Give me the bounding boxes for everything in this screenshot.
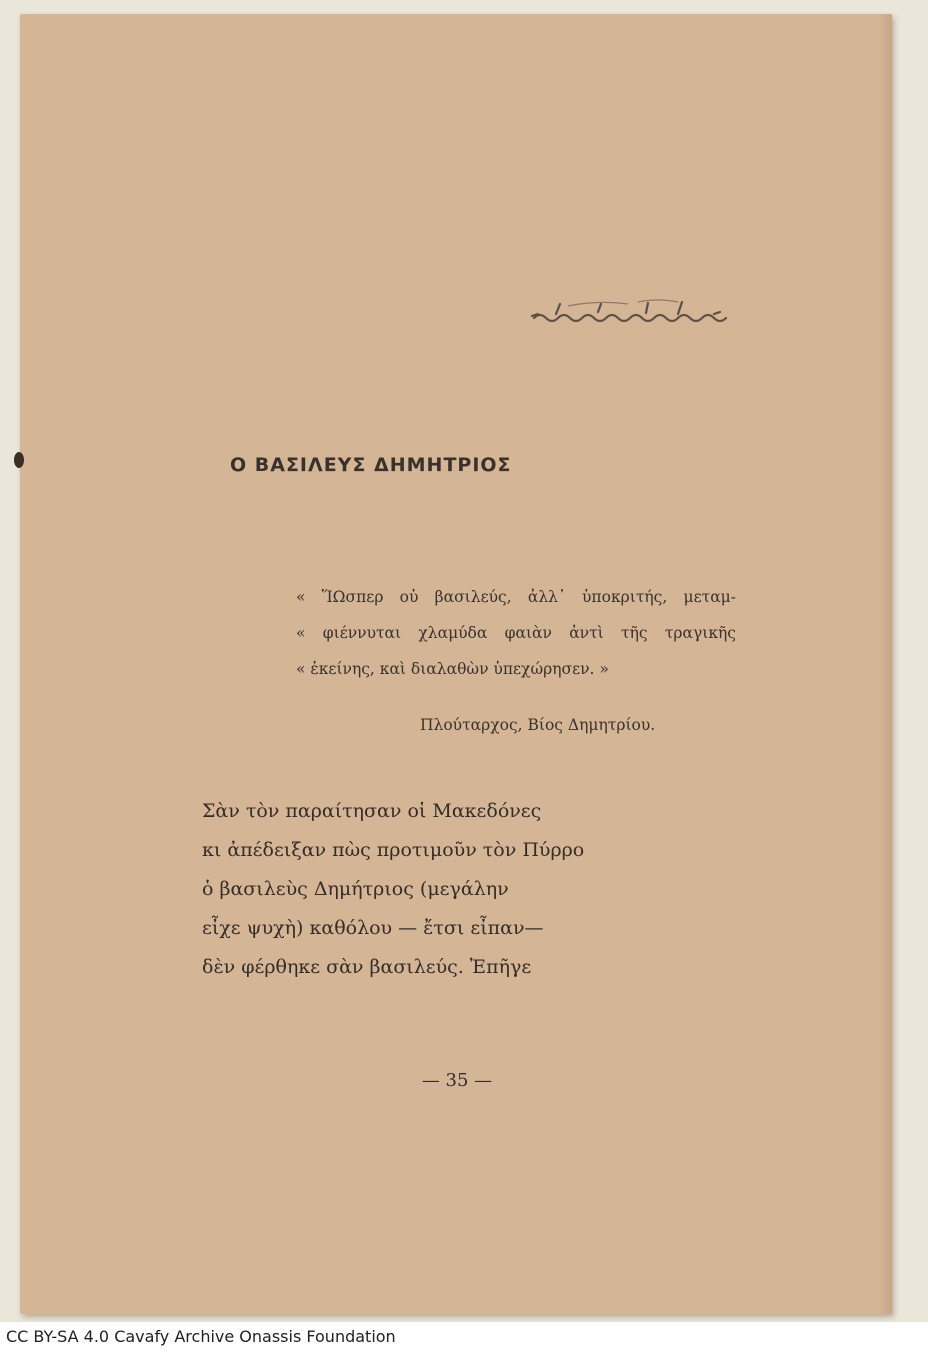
poem-line: εἶχε ψυχὴ) καθόλου — ἔτσι εἶπαν— — [202, 917, 544, 939]
poem-title: Ο ΒΑΣΙΛΕΥΣ ΔΗΜΗΤΡΙΟΣ — [230, 454, 512, 476]
binding-mark — [14, 452, 24, 468]
handwritten-annotation — [528, 292, 738, 336]
page-number: — 35 — — [421, 1070, 493, 1091]
poem-line: κι ἀπέδειξαν πὼς προτιμοῦν τὸν Πύρρο — [202, 839, 585, 861]
epigraph-line: « ἽΩσπερ οὐ βασιλεύς, ἀλλ᾽ ὑποκριτής, μεταμ- — [296, 588, 736, 606]
epigraph-line: « φιέννυται χλαμύδα φαιὰν ἀντὶ τῆς τραγικῆς — [296, 624, 736, 642]
epigraph-attribution: Πλούταρχος, Βίος Δημητρίου. — [420, 716, 656, 734]
book-page — [20, 14, 892, 1314]
epigraph — [296, 588, 736, 696]
poem-line: Σὰν τὸν παραίτησαν οἱ Μακεδόνες — [202, 800, 542, 822]
poem-body — [202, 800, 584, 995]
epigraph-line: « ἐκείνης, καὶ διαλαθὼν ὑπεχώρησεν. » — [296, 660, 609, 678]
page-edge-shadow — [878, 14, 892, 1314]
license-credit: CC BY-SA 4.0 Cavafy Archive Onassis Foundation — [6, 1327, 396, 1346]
poem-line: δὲν φέρθηκε σὰν βασιλεύς. Ἐπῆγε — [202, 956, 532, 978]
poem-line: ὁ βασιλεὺς Δημήτριος (μεγάλην — [202, 878, 509, 900]
